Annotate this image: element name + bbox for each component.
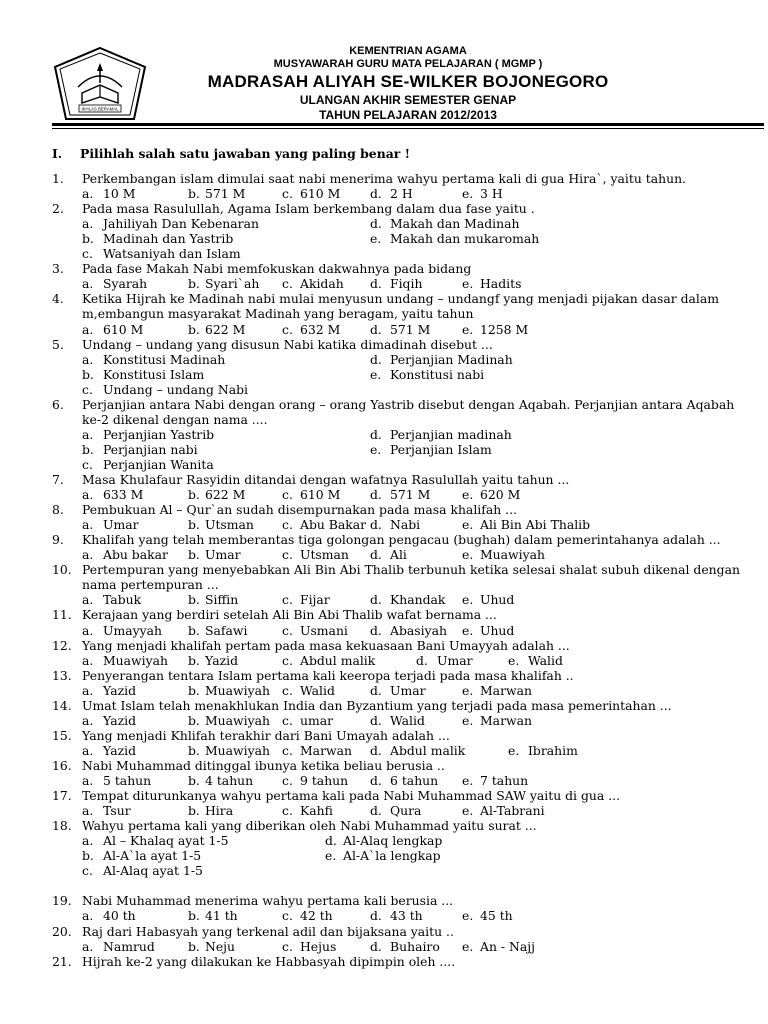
option-text[interactable]: 3 H bbox=[480, 186, 503, 202]
question-number: 18. bbox=[52, 818, 72, 834]
option-letter[interactable]: b. bbox=[188, 592, 200, 608]
question-number: 20. bbox=[52, 923, 72, 939]
option-text[interactable]: Watsaniyah dan Islam bbox=[103, 246, 241, 262]
option-text[interactable]: 5 tahun bbox=[103, 773, 152, 788]
question-number: 11. bbox=[52, 607, 72, 623]
option-text[interactable]: Perjanjian Wanita bbox=[103, 456, 214, 472]
option-letter[interactable]: b. bbox=[188, 487, 200, 503]
option-letter[interactable]: a. bbox=[82, 592, 94, 608]
option-letter[interactable]: d. bbox=[370, 938, 382, 954]
question-number: 10. bbox=[52, 562, 72, 578]
option-letter[interactable]: c. bbox=[82, 456, 93, 472]
option-letter[interactable]: b. bbox=[188, 712, 200, 728]
option-letter[interactable]: a. bbox=[82, 908, 94, 924]
option-text[interactable]: Tabuk bbox=[103, 592, 142, 608]
question-number: 19. bbox=[52, 893, 72, 909]
option-text[interactable]: umar bbox=[300, 712, 334, 728]
option-text[interactable]: Umar bbox=[205, 547, 241, 563]
option-letter[interactable]: c. bbox=[282, 276, 293, 292]
option-letter[interactable]: b. bbox=[188, 186, 200, 202]
question-number: 2. bbox=[52, 201, 64, 217]
option-letter[interactable]: c. bbox=[82, 381, 93, 397]
option-text[interactable]: Muawiyah bbox=[480, 547, 545, 563]
option-text[interactable]: Perjanjian Yastrib bbox=[103, 426, 215, 442]
question-text: Raj dari Habasyah yang terkenal adil dan bijaksana yaitu .. bbox=[82, 923, 454, 939]
option-letter[interactable]: d. bbox=[325, 833, 337, 849]
mgmp-name: MUSYAWARAH GURU MATA PELAJARAN ( MGMP ) bbox=[273, 58, 543, 70]
option-letter[interactable]: c. bbox=[282, 487, 293, 503]
question-number: 5. bbox=[52, 336, 64, 352]
option-letter[interactable]: b. bbox=[188, 938, 200, 954]
question-text: Kerajaan yang berdiri setelah Ali Bin Abi Thalib wafat bernama ... bbox=[82, 607, 497, 623]
option-text[interactable]: Abdul malik bbox=[300, 652, 376, 668]
option-letter[interactable]: e. bbox=[462, 517, 474, 533]
question-text: Yang menjadi khalifah pertam pada masa kekuasaan Bani Umayyah adalah ... bbox=[82, 637, 570, 653]
option-letter[interactable]: d. bbox=[370, 186, 382, 202]
option-text[interactable]: Yazid bbox=[103, 682, 137, 698]
question-number: 21. bbox=[52, 953, 72, 969]
option-letter[interactable]: a. bbox=[82, 833, 94, 849]
option-letter[interactable]: e. bbox=[462, 682, 474, 698]
option-letter[interactable]: a. bbox=[82, 216, 94, 232]
option-letter[interactable]: a. bbox=[82, 276, 94, 292]
question-number: 3. bbox=[52, 261, 64, 277]
option-text[interactable]: Hira bbox=[205, 803, 234, 819]
option-text[interactable]: Yazid bbox=[205, 652, 239, 668]
option-text[interactable]: Umar bbox=[103, 517, 139, 533]
option-text[interactable]: Neju bbox=[205, 938, 235, 954]
option-text[interactable]: Abu Bakar bbox=[300, 517, 367, 533]
option-letter[interactable]: d. bbox=[370, 276, 382, 292]
option-text[interactable]: An - Najj bbox=[480, 938, 535, 954]
option-letter[interactable]: b. bbox=[82, 441, 94, 457]
option-text[interactable]: 9 tahun bbox=[300, 773, 349, 788]
option-text[interactable]: 7 tahun bbox=[480, 773, 529, 788]
option-text[interactable]: 622 M bbox=[205, 487, 246, 503]
option-text[interactable]: Umar bbox=[390, 682, 426, 698]
option-letter[interactable]: a. bbox=[82, 622, 94, 638]
option-text[interactable]: Undang – undang Nabi bbox=[103, 381, 248, 397]
logo-motto: IKHLAS BERAMAL bbox=[81, 106, 119, 112]
question-text: Hijrah ke-2 yang dilakukan ke Habbasyah dipimpin oleh .... bbox=[82, 953, 456, 969]
header-divider-thick bbox=[52, 123, 764, 126]
option-letter[interactable]: e. bbox=[370, 231, 382, 247]
option-letter[interactable]: c. bbox=[282, 547, 293, 563]
option-text[interactable]: Makah dan Madinah bbox=[390, 216, 520, 232]
exam-title: ULANGAN AKHIR SEMESTER GENAP bbox=[299, 93, 517, 107]
option-text[interactable]: Syari`ah bbox=[205, 276, 260, 292]
option-letter[interactable]: c. bbox=[282, 742, 293, 758]
option-letter[interactable]: c. bbox=[282, 622, 293, 638]
option-text[interactable]: Utsman bbox=[300, 547, 349, 563]
option-text[interactable]: Muawiyah bbox=[205, 682, 270, 698]
option-letter[interactable]: c. bbox=[282, 773, 293, 788]
option-letter[interactable]: c. bbox=[82, 863, 93, 879]
option-letter[interactable]: e. bbox=[462, 773, 474, 788]
option-letter[interactable]: e. bbox=[462, 487, 474, 503]
option-letter[interactable]: a. bbox=[82, 321, 94, 337]
header-divider-thin bbox=[52, 128, 764, 129]
option-text[interactable]: Hadits bbox=[480, 276, 522, 292]
option-text[interactable]: Syarah bbox=[103, 276, 148, 292]
option-letter[interactable]: e. bbox=[370, 441, 382, 457]
option-text[interactable]: Walid bbox=[390, 712, 425, 728]
option-letter[interactable]: a. bbox=[82, 742, 94, 758]
option-letter[interactable]: a. bbox=[82, 652, 94, 668]
option-text[interactable]: Tsur bbox=[103, 803, 131, 819]
question-number: 13. bbox=[52, 667, 72, 683]
option-text[interactable]: Yazid bbox=[103, 742, 137, 758]
option-letter[interactable]: d. bbox=[370, 592, 382, 608]
option-text[interactable]: Kahfi bbox=[300, 803, 333, 819]
option-text[interactable]: Safawi bbox=[205, 622, 248, 638]
option-text[interactable]: Abu bakar bbox=[103, 547, 168, 563]
option-text[interactable]: 620 M bbox=[480, 487, 521, 503]
option-letter[interactable]: a. bbox=[82, 803, 94, 819]
option-letter[interactable]: d. bbox=[370, 426, 382, 442]
question-text: Pembukuan Al – Qur`an sudah disempurnakan pada masa khalifah ... bbox=[82, 502, 517, 518]
option-letter[interactable]: d. bbox=[370, 487, 382, 503]
option-text[interactable]: Usmani bbox=[300, 622, 348, 638]
option-letter[interactable]: c. bbox=[282, 712, 293, 728]
option-letter[interactable]: c. bbox=[282, 186, 293, 202]
question-number: 16. bbox=[52, 757, 72, 773]
option-text[interactable]: 4 tahun bbox=[205, 773, 254, 788]
option-text[interactable]: Siffin bbox=[205, 592, 239, 608]
option-text[interactable]: 1258 M bbox=[480, 321, 529, 337]
option-text[interactable]: Perjanjian nabi bbox=[103, 441, 198, 457]
option-text[interactable]: 632 M bbox=[300, 321, 341, 337]
option-text[interactable]: 571 M bbox=[390, 487, 431, 503]
option-letter[interactable]: b. bbox=[188, 908, 200, 924]
option-text[interactable]: Muawiyah bbox=[205, 712, 270, 728]
option-letter[interactable]: b. bbox=[188, 276, 200, 292]
option-text[interactable]: Qura bbox=[390, 803, 422, 819]
option-letter[interactable]: e. bbox=[462, 547, 474, 563]
section-number: I. bbox=[52, 146, 63, 161]
option-text[interactable]: 6 tahun bbox=[390, 773, 439, 788]
option-letter[interactable]: b. bbox=[188, 682, 200, 698]
option-letter[interactable]: d. bbox=[370, 803, 382, 819]
option-letter[interactable]: c. bbox=[282, 321, 293, 337]
option-letter[interactable]: d. bbox=[370, 742, 382, 758]
option-letter[interactable]: c. bbox=[282, 592, 293, 608]
option-text[interactable]: Akidah bbox=[300, 276, 344, 292]
question-text: nama pertempuran ... bbox=[82, 577, 219, 593]
option-text[interactable]: 610 M bbox=[300, 186, 341, 202]
option-letter[interactable]: c. bbox=[282, 803, 293, 819]
option-letter[interactable]: c. bbox=[282, 517, 293, 533]
option-letter[interactable]: b. bbox=[82, 366, 94, 382]
option-text[interactable]: Al-Alaq lengkap bbox=[343, 833, 443, 849]
option-letter[interactable]: e. bbox=[462, 276, 474, 292]
question-number: 4. bbox=[52, 291, 64, 307]
option-text[interactable]: Makah dan mukaromah bbox=[390, 231, 540, 247]
question-text: Penyerangan tentara Islam pertama kali keeropa terjadi pada masa khalifah .. bbox=[82, 667, 574, 683]
question-text: Wahyu pertama kali yang diberikan oleh Nabi Muhammad yaitu surat ... bbox=[82, 818, 537, 834]
option-letter[interactable]: a. bbox=[82, 682, 94, 698]
option-letter[interactable]: a. bbox=[82, 712, 94, 728]
option-letter[interactable]: e. bbox=[462, 592, 474, 608]
option-letter[interactable]: a. bbox=[82, 426, 94, 442]
option-letter[interactable]: d. bbox=[370, 351, 382, 367]
option-letter[interactable]: a. bbox=[82, 547, 94, 563]
option-text[interactable]: Ali Bin Abi Thalib bbox=[480, 517, 591, 533]
question-number: 7. bbox=[52, 472, 64, 487]
option-letter[interactable]: d. bbox=[370, 517, 382, 533]
option-text[interactable]: Walid bbox=[300, 682, 335, 698]
option-text[interactable]: 45 th bbox=[480, 908, 513, 924]
option-letter[interactable]: d. bbox=[370, 682, 382, 698]
option-text[interactable]: 633 M bbox=[103, 487, 144, 503]
option-text[interactable]: Marwan bbox=[300, 742, 352, 758]
option-text[interactable]: Muawiyah bbox=[205, 742, 270, 758]
option-letter[interactable]: d. bbox=[370, 547, 382, 563]
option-letter[interactable]: a. bbox=[82, 938, 94, 954]
option-letter[interactable]: a. bbox=[82, 773, 94, 788]
option-text[interactable]: Buhairo bbox=[390, 938, 440, 954]
option-letter[interactable]: e. bbox=[462, 803, 474, 819]
option-text[interactable]: 571 M bbox=[205, 186, 246, 202]
question-number: 14. bbox=[52, 697, 72, 713]
option-text[interactable]: Ibrahim bbox=[528, 742, 578, 758]
option-text[interactable]: 610 M bbox=[103, 321, 144, 337]
option-text[interactable]: Al-A`la lengkap bbox=[343, 848, 441, 864]
option-text[interactable]: Konstitusi Islam bbox=[103, 366, 205, 382]
question-text: Yang menjadi Khlifah terakhir dari Bani Umayah adalah ... bbox=[82, 727, 450, 743]
option-text[interactable]: Walid bbox=[528, 652, 563, 668]
option-text[interactable]: Fiqih bbox=[390, 276, 423, 292]
option-text[interactable]: Marwan bbox=[480, 682, 532, 698]
option-text[interactable]: Khandak bbox=[390, 592, 446, 608]
question-text: Umat Islam telah menakhlukan India dan Byzantium yang terjadi pada masa pemerintahan ... bbox=[82, 697, 672, 713]
section-instruction: Pilihlah salah satu jawaban yang paling benar ! bbox=[80, 146, 411, 161]
option-text[interactable]: Ali bbox=[390, 547, 407, 563]
option-text[interactable]: Jahiliyah Dan Kebenaran bbox=[103, 216, 259, 232]
option-letter[interactable]: b. bbox=[188, 773, 200, 788]
option-letter[interactable]: e. bbox=[462, 908, 474, 924]
option-text[interactable]: Konstitusi nabi bbox=[390, 366, 485, 382]
option-text[interactable]: Marwan bbox=[480, 712, 532, 728]
option-text[interactable]: Umayyah bbox=[103, 622, 162, 638]
option-text[interactable]: Hejus bbox=[300, 938, 337, 954]
option-text[interactable]: Abdul malik bbox=[390, 742, 466, 758]
question-number: 15. bbox=[52, 727, 72, 743]
option-letter[interactable]: e. bbox=[462, 622, 474, 638]
option-letter[interactable]: d. bbox=[416, 652, 428, 668]
option-letter[interactable]: e. bbox=[462, 712, 474, 728]
option-text[interactable]: Umar bbox=[437, 652, 473, 668]
academic-year: TAHUN PELAJARAN 2012/2013 bbox=[319, 108, 497, 122]
option-letter[interactable]: b. bbox=[188, 547, 200, 563]
option-letter[interactable]: b. bbox=[188, 321, 200, 337]
option-letter[interactable]: c. bbox=[282, 682, 293, 698]
question-number: 8. bbox=[52, 502, 64, 518]
question-text: Perjanjian antara Nabi dengan orang – orang Yastrib disebut dengan Aqabah. Perjanjian antara Aqabah bbox=[82, 396, 735, 412]
option-letter[interactable]: a. bbox=[82, 487, 94, 503]
option-letter[interactable]: e. bbox=[508, 652, 520, 668]
option-text[interactable]: Konstitusi Madinah bbox=[103, 351, 226, 367]
question-text: Undang – undang yang disusun Nabi katika dimadinah disebut ... bbox=[82, 336, 493, 352]
option-letter[interactable]: d. bbox=[370, 712, 382, 728]
option-text[interactable]: Namrud bbox=[103, 938, 155, 954]
option-text[interactable]: Uhud bbox=[480, 592, 515, 608]
question-text: Nabi Muhammad ditinggal ibunya ketika beliau berusia .. bbox=[82, 757, 445, 773]
option-text[interactable]: Perjanjian Madinah bbox=[390, 351, 513, 367]
option-text[interactable]: Al-Tabrani bbox=[480, 803, 545, 819]
question-number: 9. bbox=[52, 532, 64, 548]
option-letter[interactable]: b. bbox=[82, 848, 94, 864]
question-text: Pertempuran yang menyebabkan Ali Bin Abi Thalib terbunuh ketika selesai shalat subuh dikenal dengan bbox=[82, 562, 740, 578]
question-text: Masa Khulafaur Rasyidin ditandai dengan wafatnya Rasulullah yaitu tahun ... bbox=[82, 472, 570, 487]
question-text: Nabi Muhammad menerima wahyu pertama kali berusia ... bbox=[82, 893, 454, 909]
option-letter[interactable]: c. bbox=[282, 938, 293, 954]
option-letter[interactable]: b. bbox=[188, 517, 200, 533]
option-text[interactable]: 10 M bbox=[103, 186, 136, 202]
question-number: 1. bbox=[52, 171, 64, 186]
option-letter[interactable]: d. bbox=[370, 908, 382, 924]
option-letter[interactable]: b. bbox=[188, 622, 200, 638]
school-name: MADRASAH ALIYAH SE-WILKER BOJONEGORO bbox=[207, 72, 609, 91]
ministry-name: KEMENTRIAN AGAMA bbox=[349, 45, 467, 57]
question-text: Ketika Hijrah ke Madinah nabi mulai menyusun undang – undangf yang menjadi pijakan dasar dalam bbox=[82, 291, 720, 307]
question-number: 6. bbox=[52, 396, 64, 412]
question-number: 12. bbox=[52, 637, 72, 653]
option-text[interactable]: Perjanjian madinah bbox=[390, 426, 512, 442]
question-text: ke-2 dikenal dengan nama .... bbox=[82, 411, 268, 427]
option-text[interactable]: Uhud bbox=[480, 622, 515, 638]
option-letter[interactable]: c. bbox=[82, 246, 93, 262]
option-text[interactable]: Utsman bbox=[205, 517, 254, 533]
option-text[interactable]: Al-Alaq ayat 1-5 bbox=[103, 863, 203, 879]
option-text[interactable]: Madinah dan Yastrib bbox=[103, 231, 234, 247]
option-text[interactable]: 610 M bbox=[300, 487, 341, 503]
option-text[interactable]: 42 th bbox=[300, 908, 333, 924]
question-text: Pada fase Makah Nabi memfokuskan dakwahnya pada bidang bbox=[82, 261, 472, 277]
option-letter[interactable]: b. bbox=[82, 231, 94, 247]
question-text: Pada masa Rasulullah, Agama Islam berkembang dalam dua fase yaitu . bbox=[82, 201, 535, 217]
option-letter[interactable]: d. bbox=[370, 622, 382, 638]
option-letter[interactable]: d. bbox=[370, 773, 382, 788]
question-number: 17. bbox=[52, 788, 72, 804]
option-letter[interactable]: e. bbox=[325, 848, 337, 864]
option-text[interactable]: Nabi bbox=[390, 517, 421, 533]
option-text[interactable]: Muawiyah bbox=[103, 652, 168, 668]
option-letter[interactable]: b. bbox=[188, 742, 200, 758]
option-text[interactable]: Abasiyah bbox=[390, 622, 447, 638]
option-letter[interactable]: d. bbox=[370, 321, 382, 337]
option-letter[interactable]: e. bbox=[462, 186, 474, 202]
option-letter[interactable]: b. bbox=[188, 652, 200, 668]
option-text[interactable]: Fijar bbox=[300, 592, 330, 608]
option-letter[interactable]: d. bbox=[370, 216, 382, 232]
option-text[interactable]: 622 M bbox=[205, 321, 246, 337]
option-letter[interactable]: a. bbox=[82, 186, 94, 202]
option-text[interactable]: 40 th bbox=[103, 908, 136, 924]
option-text[interactable]: Al-A`la ayat 1-5 bbox=[103, 848, 202, 864]
option-letter[interactable]: e. bbox=[462, 938, 474, 954]
option-letter[interactable]: e. bbox=[462, 321, 474, 337]
option-letter[interactable]: c. bbox=[282, 652, 293, 668]
option-text[interactable]: Perjanjian Islam bbox=[390, 441, 492, 457]
option-letter[interactable]: e. bbox=[370, 366, 382, 382]
option-text[interactable]: Al – Khalaq ayat 1-5 bbox=[103, 833, 229, 849]
option-text[interactable]: 41 th bbox=[205, 908, 238, 924]
question-text: Perkembangan islam dimulai saat nabi menerima wahyu pertama kali di gua Hira`, yaitu tahun. bbox=[82, 171, 687, 186]
option-text[interactable]: Yazid bbox=[103, 712, 137, 728]
option-text[interactable]: 43 th bbox=[390, 908, 423, 924]
option-letter[interactable]: e. bbox=[508, 742, 520, 758]
option-text[interactable]: 571 M bbox=[390, 321, 431, 337]
question-text: Khalifah yang telah memberantas tiga golongan pengacau (bughah) dalam pemerintahanya adalah ... bbox=[82, 532, 721, 548]
option-text[interactable]: 2 H bbox=[390, 186, 413, 202]
option-letter[interactable]: a. bbox=[82, 517, 94, 533]
question-text: m,embangun masyarakat Madinah yang beragam, yaitu tahun bbox=[82, 306, 474, 322]
question-text: Tempat diturunkanya wahyu pertama kali pada Nabi Muhammad SAW yaitu di gua ... bbox=[82, 788, 621, 804]
option-letter[interactable]: a. bbox=[82, 351, 94, 367]
option-letter[interactable]: c. bbox=[282, 908, 293, 924]
option-letter[interactable]: b. bbox=[188, 803, 200, 819]
